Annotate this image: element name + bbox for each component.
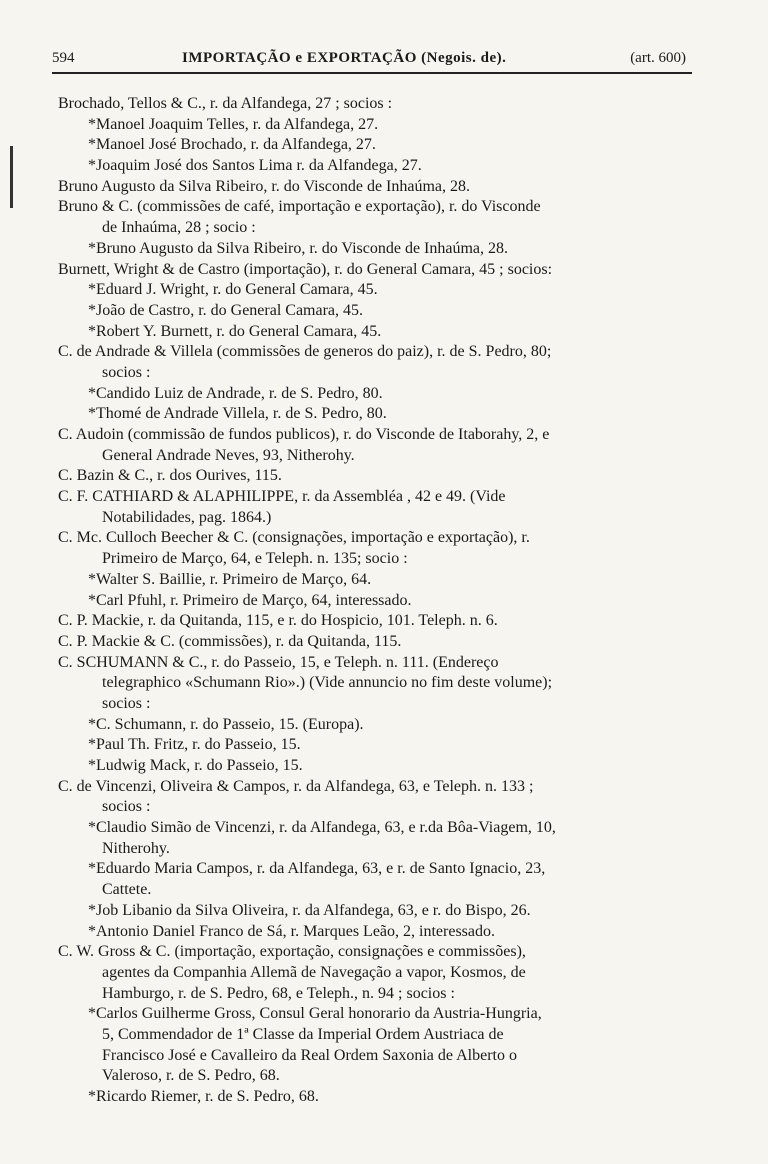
directory-line: *Ludwig Mack, r. do Passeio, 15.: [88, 757, 303, 774]
margin-mark: [10, 146, 13, 208]
page-header: [52, 46, 692, 74]
directory-body: [58, 94, 698, 1108]
directory-line: *João de Castro, r. do General Camara, 45.: [88, 301, 364, 319]
directory-line: C. Mc. Culloch Beecher & C. (consignações, importação e exportação), r.: [58, 529, 530, 547]
directory-line: *Robert Y. Burnett, r. do General Camara, 45.: [88, 322, 382, 340]
directory-line: Notabilidades, pag. 1864.): [102, 508, 272, 526]
directory-line: *Carl Pfuhl, r. Primeiro de Março, 64, interessado.: [88, 591, 412, 609]
directory-line: agentes da Companhia Allemã de Navegação a vapor, Kosmos, de: [102, 963, 526, 981]
directory-line: Bruno & C. (commissões de café, importação e exportação), r. do Visconde: [58, 198, 541, 216]
directory-line: C. F. CATHIARD & ALAPHILIPPE, r. da Assembléa , 42 e 49. (Vide: [58, 488, 506, 506]
running-title: IMPORTAÇÃO e EXPORTAÇÃO (Negois. de).: [182, 50, 507, 66]
directory-line: Hamburgo, r. de S. Pedro, 68, e Teleph., n. 94 ; socios :: [102, 984, 455, 1002]
directory-line: de Inhaúma, 28 ; socio :: [102, 219, 256, 237]
directory-line: Bruno Augusto da Silva Ribeiro, r. do Visconde de Inhaúma, 28.: [58, 177, 471, 195]
directory-line: Primeiro de Março, 64, e Teleph. n. 135; socio :: [102, 550, 408, 568]
directory-line: *C. Schumann, r. do Passeio, 15. (Europa).: [88, 715, 364, 733]
directory-line: C. W. Gross & C. (importação, exportação, consignações e commissões),: [58, 943, 526, 961]
directory-line: Cattete.: [102, 881, 152, 899]
page-number: 594: [52, 50, 75, 66]
directory-line: 5, Commendador de 1ª Classe da Imperial Ordem Austriaca de: [102, 1025, 504, 1043]
directory-line: *Manoel José Brochado, r. da Alfandega, 27.: [88, 136, 376, 154]
directory-line: C. Bazin & C., r. dos Ourives, 115.: [58, 467, 282, 485]
directory-line: *Eduardo Maria Campos, r. da Alfandega, 63, e r. de Santo Ignacio, 23,: [88, 860, 546, 878]
directory-line: *Manoel Joaquim Telles, r. da Alfandega, 27.: [88, 115, 379, 133]
directory-line: *Candido Luiz de Andrade, r. de S. Pedro, 80.: [88, 384, 383, 402]
directory-line: C. P. Mackie, r. da Quitanda, 115, e r. do Hospicio, 101. Teleph. n. 6.: [58, 612, 498, 630]
directory-line: *Bruno Augusto da Silva Ribeiro, r. do Visconde de Inhaúma, 28.: [88, 239, 509, 257]
directory-line: *Carlos Guilherme Gross, Consul Geral honorario da Austria-Hungria,: [88, 1005, 542, 1023]
directory-line: C. SCHUMANN & C., r. do Passeio, 15, e Teleph. n. 111. (Endereço: [58, 653, 499, 671]
directory-line: *Claudio Simão de Vincenzi, r. da Alfandega, 63, e r.da Bôa-Viagem, 10,: [88, 819, 556, 837]
directory-line: Valeroso, r. de S. Pedro, 68.: [102, 1067, 280, 1085]
directory-line: socios :: [102, 363, 151, 381]
directory-line: C. de Andrade & Villela (commissões de generos do paiz), r. de S. Pedro, 80;: [58, 343, 552, 361]
article-number: (art. 600): [630, 50, 686, 66]
directory-line: Brochado, Tellos & C., r. da Alfandega, 27 ; socios :: [58, 95, 393, 112]
directory-line: Francisco José e Cavalleiro da Real Ordem Saxonia de Alberto o: [102, 1046, 517, 1064]
directory-line: *Thomé de Andrade Villela, r. de S. Pedro, 80.: [88, 405, 387, 423]
directory-line: General Andrade Neves, 93, Nitherohy.: [102, 446, 355, 464]
directory-line: C. de Vincenzi, Oliveira & Campos, r. da Alfandega, 63, e Teleph. n. 133 ;: [58, 777, 534, 795]
directory-line: *Job Libanio da Silva Oliveira, r. da Alfandega, 63, e r. do Bispo, 26.: [88, 901, 531, 919]
directory-line: *Antonio Daniel Franco de Sá, r. Marques Leão, 2, interessado.: [88, 922, 496, 940]
directory-line: *Joaquim José dos Santos Lima r. da Alfandega, 27.: [88, 157, 422, 175]
directory-line: C. P. Mackie & C. (commissões), r. da Quitanda, 115.: [58, 632, 402, 650]
directory-line: telegraphico «Schumann Rio».) (Vide annuncio no fim deste volume);: [102, 674, 553, 692]
directory-line: *Ricardo Riemer, r. de S. Pedro, 68.: [88, 1088, 319, 1105]
directory-line: *Paul Th. Fritz, r. do Passeio, 15.: [88, 736, 301, 754]
directory-line: socios :: [102, 694, 151, 712]
directory-line: C. Audoin (commissão de fundos publicos), r. do Visconde de Itaborahy, 2, e: [58, 426, 550, 443]
directory-line: Nitherohy.: [102, 839, 170, 857]
directory-line: Burnett, Wright & de Castro (importação), r. do General Camara, 45 ; socios:: [58, 260, 553, 278]
directory-line: *Eduard J. Wright, r. do General Camara, 45.: [88, 281, 378, 299]
directory-line: *Walter S. Baillie, r. Primeiro de Março, 64.: [88, 570, 372, 588]
directory-line: socios :: [102, 798, 151, 816]
